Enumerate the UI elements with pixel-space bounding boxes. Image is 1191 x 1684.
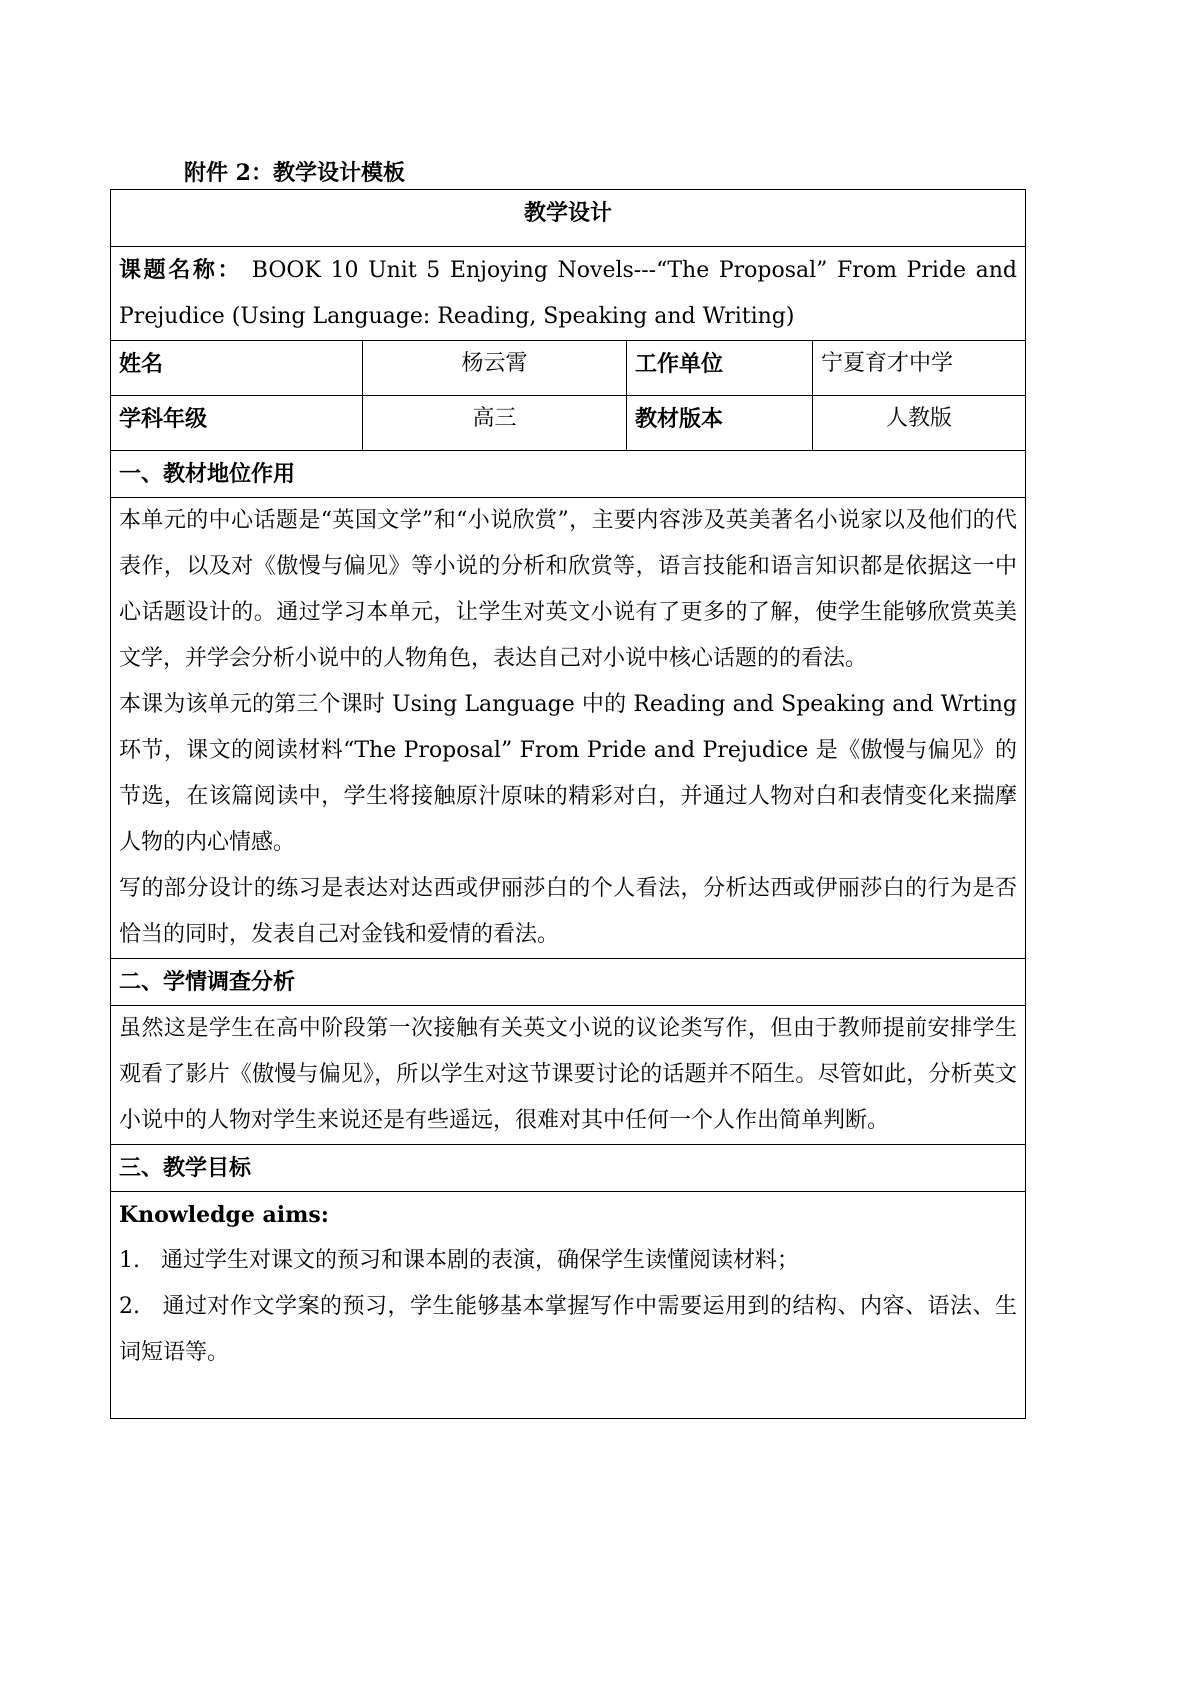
topic-value: BOOK 10 Unit 5 Enjoying Novels---“The Proposal” From Pride and Prejudice (Using Language: Reading, Speaking and Writing) — [119, 258, 1017, 329]
paragraph: 虽然这是学生在高中阶段第一次接触有关英文小说的议论类写作，但由于教师提前安排学生观看了影片《傲慢与偏见》，所以学生对这节课要讨论的话题并不陌生。尽管如此，分析英文小说中的人物对学生来说还是有些遥远，很难对其中任何一个人作出简单判断。 — [119, 1016, 1018, 1133]
aim-number: 1. — [119, 1248, 140, 1273]
section-body-textbook-role — [111, 498, 1026, 959]
section-heading-student-analysis: 二、学情调查分析 — [111, 959, 1026, 1006]
topic-label: 课题名称： — [119, 257, 243, 283]
attachment-title: 附件 2：教学设计模板 — [184, 160, 405, 186]
aim-text: 通过对作文学案的预习，学生能够基本掌握写作中需要运用到的结构、内容、语法、生词短语等。 — [119, 1294, 1018, 1365]
unit-value: 宁夏育才中学 — [813, 341, 1026, 396]
teaching-design-table — [110, 189, 1026, 1419]
aim-text: 通过学生对课文的预习和课本剧的表演，确保学生读懂阅读材料； — [160, 1248, 799, 1273]
aims-title: Knowledge aims: — [119, 1202, 329, 1228]
grade-label: 学科年级 — [111, 396, 363, 451]
aim-number: 2. — [119, 1294, 140, 1319]
paragraph: 本课为该单元的第三个课时 Using Language 中的 Reading and Speaking and Wrting 环节，课文的阅读材料“The Proposal” From Pride and Prejudice 是《傲慢与偏见》的节选，在该篇阅读中，学生将接触原汁原味的精彩对白，并通过人物对白和表情变化来揣摩人物的内心情感。 — [119, 692, 1018, 855]
paragraph: 本单元的中心话题是“英国文学”和“小说欣赏”，主要内容涉及英美著名小说家以及他们的代表作，以及对《傲慢与偏见》等小说的分析和欣赏等，语言技能和语言知识都是依据这一中心话题设计的。通过学习本单元，让学生对英文小说有了更多的了解，使学生能够欣赏英美文学，并学会分析小说中的人物角色，表达自己对小说中核心话题的的看法。 — [119, 508, 1018, 671]
name-label: 姓名 — [111, 341, 363, 396]
name-value: 杨云霄 — [363, 341, 627, 396]
unit-label: 工作单位 — [627, 341, 813, 396]
aim-item — [119, 1238, 1017, 1284]
grade-value: 高三 — [363, 396, 627, 451]
table-title: 教学设计 — [111, 190, 1026, 247]
aim-item — [119, 1284, 1017, 1376]
paragraph: 写的部分设计的练习是表达对达西或伊丽莎白的个人看法，分析达西或伊丽莎白的行为是否恰当的同时，发表自己对金钱和爱情的看法。 — [119, 876, 1018, 947]
edition-label: 教材版本 — [627, 396, 813, 451]
section-heading-textbook-role: 一、教材地位作用 — [111, 451, 1026, 498]
section-body-teaching-aims — [111, 1192, 1026, 1419]
edition-value: 人教版 — [813, 396, 1026, 451]
section-body-student-analysis — [111, 1006, 1026, 1145]
section-heading-teaching-aims: 三、教学目标 — [111, 1145, 1026, 1192]
topic-cell — [111, 247, 1026, 341]
